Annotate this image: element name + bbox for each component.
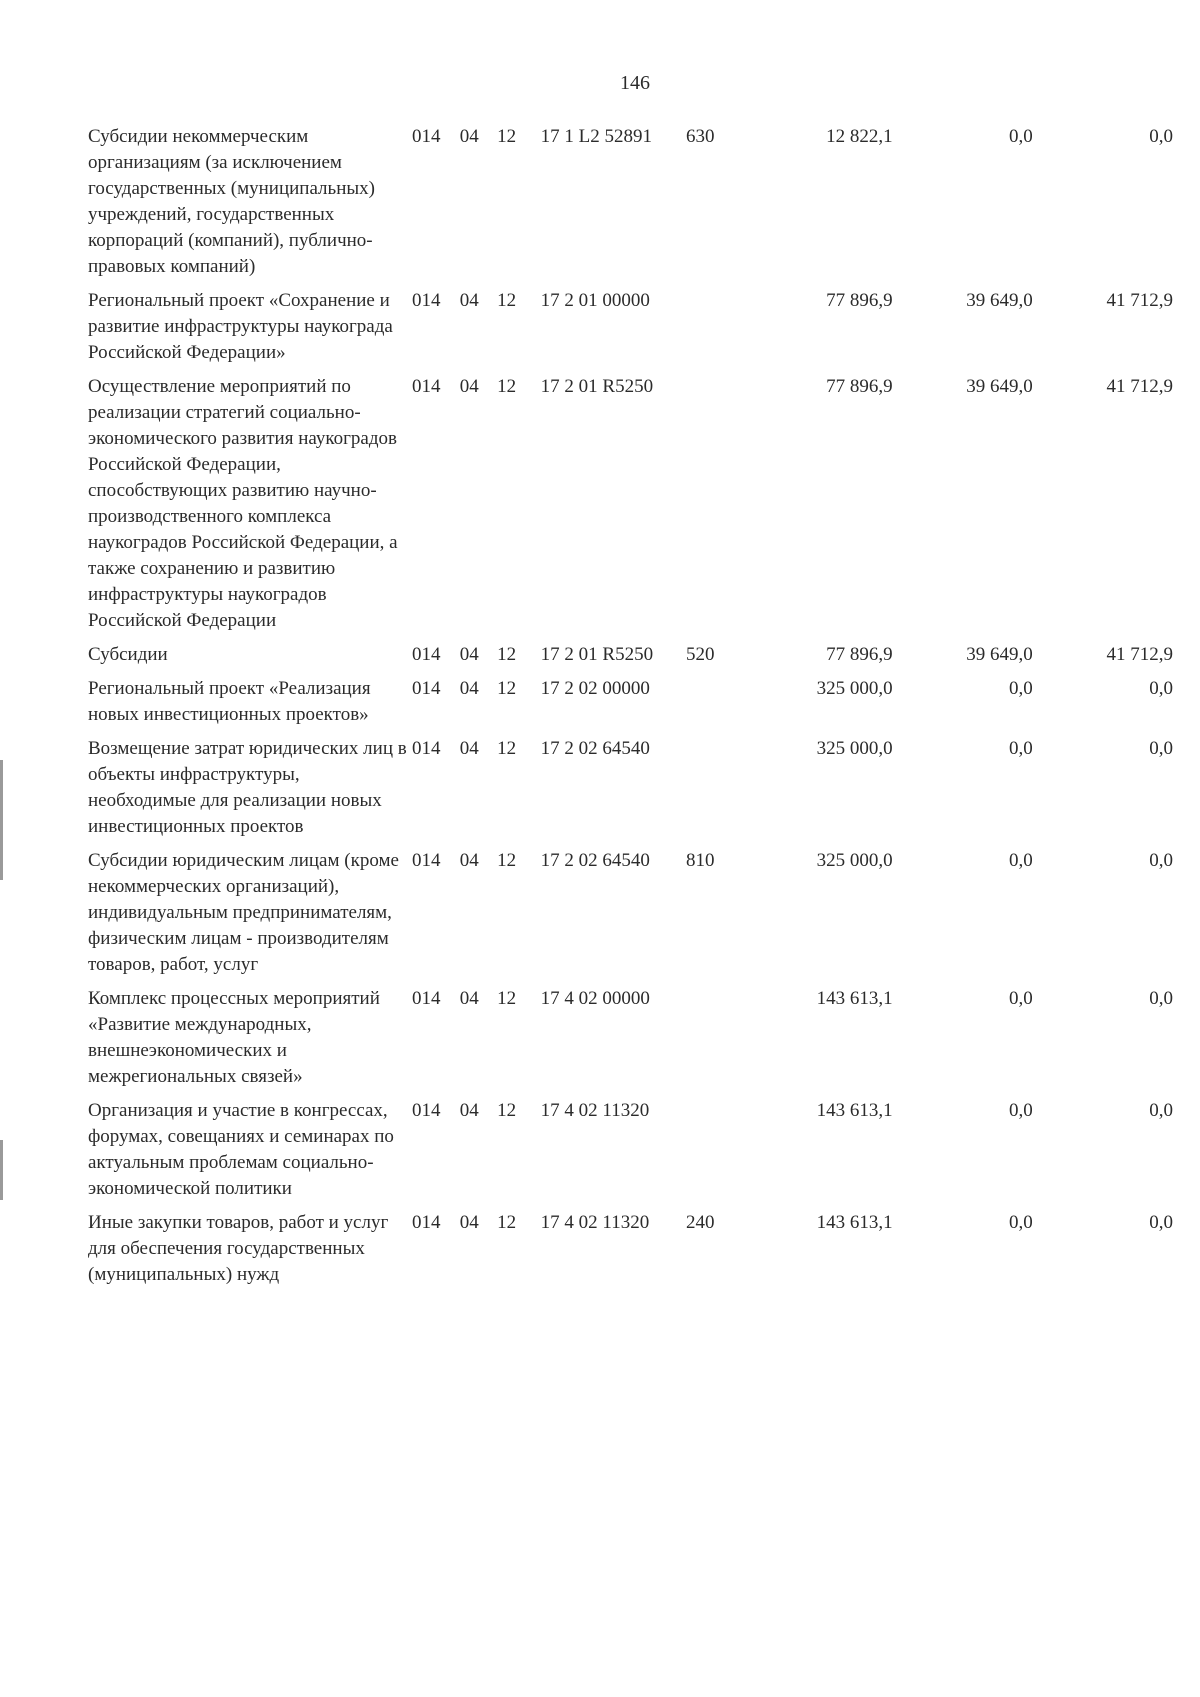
row-amount-1: 12 822,1: [826, 126, 893, 147]
scan-artifact-top: [0, 760, 3, 880]
row-amount-3: 0,0: [1149, 1100, 1173, 1121]
row-amount-1: 325 000,0: [816, 738, 893, 759]
budget-table: [88, 124, 1173, 1296]
row-subsection-code: 12: [497, 644, 517, 665]
table-row: [88, 642, 1173, 676]
table-row: [88, 1210, 1173, 1296]
row-subsection-code: 12: [497, 1100, 517, 1121]
row-name: Субсидии некоммерческим организациям (за исключением государственных (муниципальных) учреждений, государственных корпораций (компаний), публично-правовых компаний): [88, 126, 375, 277]
row-name: Иные закупки товаров, работ и услуг для обеспечения государственных (муниципальных) нужд: [88, 1212, 389, 1285]
row-expense-type-code: 240: [686, 1212, 715, 1233]
row-grbs-code: 014: [411, 678, 441, 699]
row-name: Региональный проект «Сохранение и развитие инфраструктуры наукограда Российской Федерации»: [88, 290, 393, 363]
row-target-article-code: 17 2 01 R5250: [540, 376, 654, 397]
row-expense-type-code: 520: [686, 644, 715, 665]
row-section-code: 04: [459, 290, 479, 311]
row-amount-3: 0,0: [1149, 678, 1173, 699]
row-amount-3: 0,0: [1149, 1212, 1173, 1233]
table-row: [88, 374, 1173, 642]
row-amount-2: 0,0: [1009, 850, 1033, 871]
row-grbs-code: 014: [411, 1100, 441, 1121]
row-expense-type-code: [686, 986, 752, 1098]
row-section-code: 04: [459, 126, 479, 147]
row-target-article-code: 17 2 02 64540: [540, 738, 650, 759]
row-subsection-code: 12: [497, 126, 517, 147]
row-amount-1: 325 000,0: [816, 678, 893, 699]
budget-table-body: [88, 124, 1173, 1296]
row-section-code: 04: [459, 988, 479, 1009]
row-amount-1: 325 000,0: [816, 850, 893, 871]
row-section-code: 04: [459, 678, 479, 699]
row-amount-2: 0,0: [1009, 1100, 1033, 1121]
row-target-article-code: 17 2 02 00000: [540, 678, 650, 699]
row-amount-2: 0,0: [1009, 738, 1033, 759]
row-amount-2: 0,0: [1009, 988, 1033, 1009]
row-subsection-code: 12: [497, 850, 517, 871]
row-amount-1: 143 613,1: [816, 1100, 893, 1121]
row-grbs-code: 014: [411, 738, 441, 759]
row-amount-2: 0,0: [1009, 1212, 1033, 1233]
row-section-code: 04: [459, 738, 479, 759]
row-amount-1: 77 896,9: [826, 376, 893, 397]
row-grbs-code: 014: [411, 376, 441, 397]
table-row: [88, 124, 1173, 288]
row-target-article-code: 17 1 L2 52891: [540, 126, 653, 147]
row-section-code: 04: [459, 1100, 479, 1121]
row-subsection-code: 12: [497, 678, 517, 699]
row-subsection-code: 12: [497, 1212, 517, 1233]
row-section-code: 04: [459, 376, 479, 397]
row-expense-type-code: [686, 676, 752, 736]
row-name: Субсидии юридическим лицам (кроме некоммерческих организаций), индивидуальным предпринимателям, физическим лицам - производителям товаров, работ, услуг: [88, 850, 399, 975]
row-target-article-code: 17 4 02 11320: [540, 1100, 650, 1121]
row-subsection-code: 12: [497, 738, 517, 759]
row-section-code: 04: [459, 850, 479, 871]
row-name: Региональный проект «Реализация новых инвестиционных проектов»: [88, 678, 371, 725]
row-target-article-code: 17 4 02 11320: [540, 1212, 650, 1233]
row-amount-1: 77 896,9: [826, 290, 893, 311]
row-target-article-code: 17 4 02 00000: [540, 988, 650, 1009]
row-subsection-code: 12: [497, 988, 517, 1009]
row-target-article-code: 17 2 02 64540: [540, 850, 650, 871]
row-expense-type-code: [686, 374, 752, 642]
row-expense-type-code: [686, 288, 752, 374]
row-amount-2: 0,0: [1009, 126, 1033, 147]
row-amount-2: 0,0: [1009, 678, 1033, 699]
row-amount-3: 0,0: [1149, 738, 1173, 759]
row-amount-1: 143 613,1: [816, 1212, 893, 1233]
row-grbs-code: 014: [411, 850, 441, 871]
row-grbs-code: 014: [411, 1212, 441, 1233]
row-section-code: 04: [459, 644, 479, 665]
row-amount-2: 39 649,0: [966, 644, 1033, 665]
row-name: Субсидии: [88, 644, 168, 665]
row-amount-3: 41 712,9: [1106, 290, 1173, 311]
row-amount-2: 39 649,0: [966, 290, 1033, 311]
row-name: Возмещение затрат юридических лиц в объекты инфраструктуры, необходимые для реализации новых инвестиционных проектов: [88, 738, 407, 837]
row-name: Организация и участие в конгрессах, форумах, совещаниях и семинарах по актуальным проблемам социально-экономической политики: [88, 1100, 394, 1199]
row-expense-type-code: 810: [686, 850, 715, 871]
row-subsection-code: 12: [497, 376, 517, 397]
row-expense-type-code: 630: [686, 126, 715, 147]
row-amount-3: 0,0: [1149, 850, 1173, 871]
table-row: [88, 986, 1173, 1098]
row-expense-type-code: [686, 1098, 752, 1210]
row-expense-type-code: [686, 736, 752, 848]
table-row: [88, 676, 1173, 736]
scan-artifact-bottom: [0, 1140, 3, 1200]
row-grbs-code: 014: [411, 988, 441, 1009]
row-name: Комплекс процессных мероприятий «Развитие международных, внешнеэкономических и межрегиональных связей»: [88, 988, 380, 1087]
table-row: [88, 848, 1173, 986]
row-grbs-code: 014: [411, 126, 441, 147]
row-amount-3: 41 712,9: [1106, 644, 1173, 665]
row-name: Осуществление мероприятий по реализации стратегий социально-экономического развития наукоградов Российской Федерации, способствующих развитию научно-производственного комплекса наукоградов Российской Федерации, а также сохранению и развитию инфраструктуры наукоградов Российской Федерации: [88, 376, 398, 631]
row-amount-1: 143 613,1: [816, 988, 893, 1009]
page-number: 146: [620, 72, 650, 94]
table-row: [88, 1098, 1173, 1210]
table-row: [88, 736, 1173, 848]
row-grbs-code: 014: [411, 644, 441, 665]
row-amount-3: 41 712,9: [1106, 376, 1173, 397]
row-amount-2: 39 649,0: [966, 376, 1033, 397]
row-target-article-code: 17 2 01 R5250: [540, 644, 654, 665]
row-amount-3: 0,0: [1149, 126, 1173, 147]
table-row: [88, 288, 1173, 374]
row-grbs-code: 014: [411, 290, 441, 311]
row-target-article-code: 17 2 01 00000: [540, 290, 650, 311]
row-amount-1: 77 896,9: [826, 644, 893, 665]
row-amount-3: 0,0: [1149, 988, 1173, 1009]
row-subsection-code: 12: [497, 290, 517, 311]
row-section-code: 04: [459, 1212, 479, 1233]
